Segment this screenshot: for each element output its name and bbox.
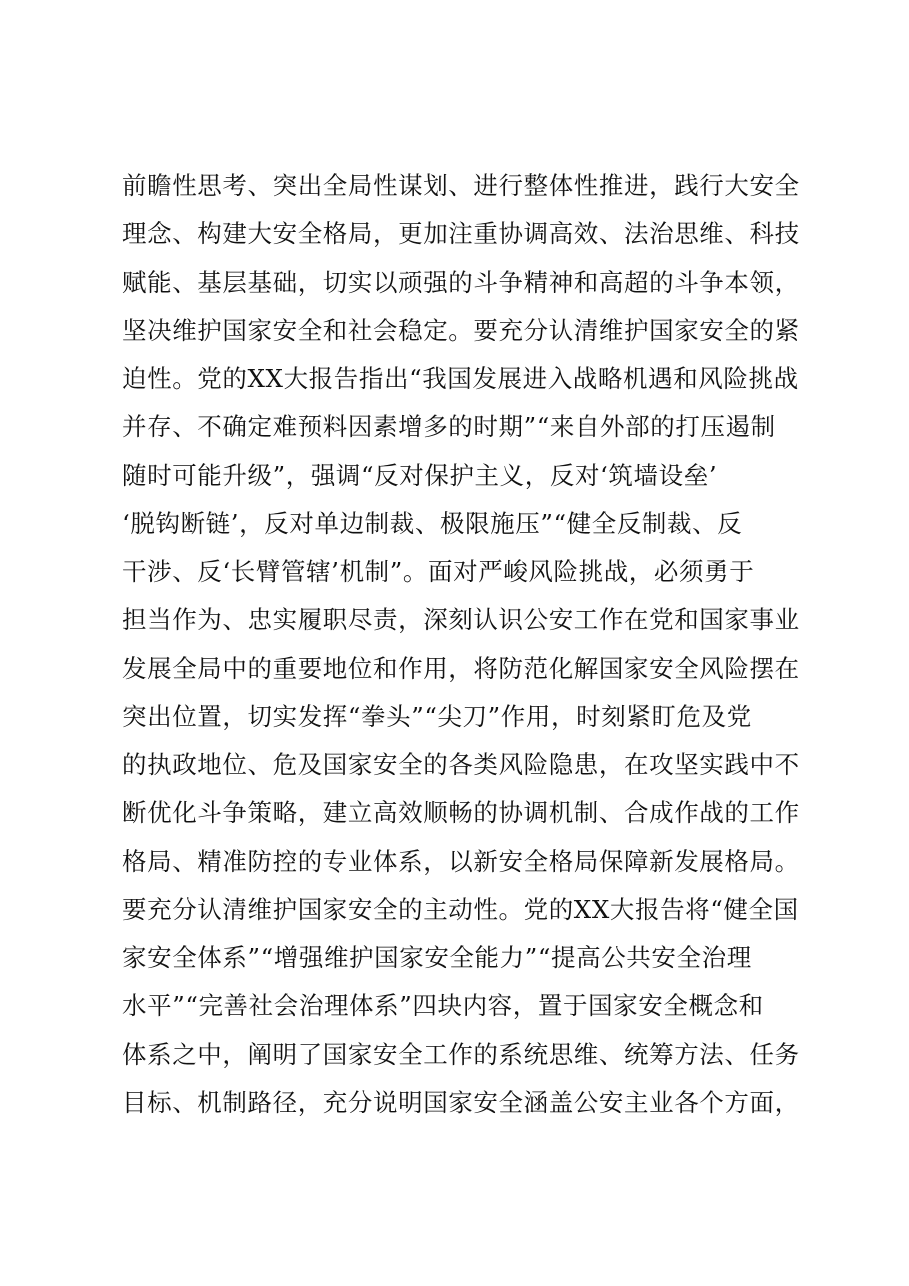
text-line: 家安全体系”“增强维护国家安全能力”“提高公共安全治理 [122, 943, 752, 972]
text-line: 目标、机制路径，充分说明国家安全涵盖公安主业各个方面， [122, 1087, 800, 1117]
text-line: 前瞻性思考、突出全局性谋划、进行整体性推进，践行大安全 [122, 171, 800, 200]
text-line: 并存、不确定难预料因素增多的时期”“来自外部的打压遏制 [122, 412, 776, 442]
text-line: ‘脱钩断链’，反对单边制裁、极限施压”“健全反制裁、反 [122, 508, 743, 538]
text-line: 发展全局中的重要地位和作用，将防范化解国家安全风险摆在 [122, 653, 800, 683]
text-line: 担当作为、忠实履职尽责，深刻认识公安工作在党和国家事业 [122, 605, 800, 635]
text-line: 赋能、基层基础，切实以顽强的斗争精神和高超的斗争本领， [122, 267, 800, 297]
body-paragraph [122, 162, 822, 1127]
text-line: 随时可能升级”，强调“反对保护主义，反对‘筑墙设垒’ [122, 460, 718, 490]
text-line: 断优化斗争策略，建立高效顺畅的协调机制、合成作战的工作 [122, 798, 800, 828]
text-line: 突出位置，切实发挥“拳头”“尖刀”作用，时刻紧盯危及党 [122, 701, 752, 731]
text-line: 干涉、反‘长臂管辖’机制”。面对严峻风险挑战，必须勇于 [122, 557, 755, 586]
text-line: 坚决维护国家安全和社会稳定。要充分认清维护国家安全的紧 [122, 315, 800, 345]
text-line: 格局、精准防控的专业体系，以新安全格局保障新发展格局。 [122, 846, 800, 876]
text-line: 迫性。党的XX大报告指出“我国发展进入战略机遇和风险挑战 [122, 364, 799, 393]
text-line: 水平”“完善社会治理体系”四块内容，置于国家安全概念和 [122, 991, 764, 1021]
text-line: 的执政地位、危及国家安全的各类风险隐患，在攻坚实践中不 [122, 750, 800, 779]
text-line: 理念、构建大安全格局，更加注重协调高效、法治思维、科技 [122, 219, 800, 249]
text-line: 要充分认清维护国家安全的主动性。党的XX大报告将“健全国 [122, 894, 799, 924]
text-line: 体系之中，阐明了国家安全工作的系统思维、统筹方法、任务 [122, 1039, 800, 1069]
